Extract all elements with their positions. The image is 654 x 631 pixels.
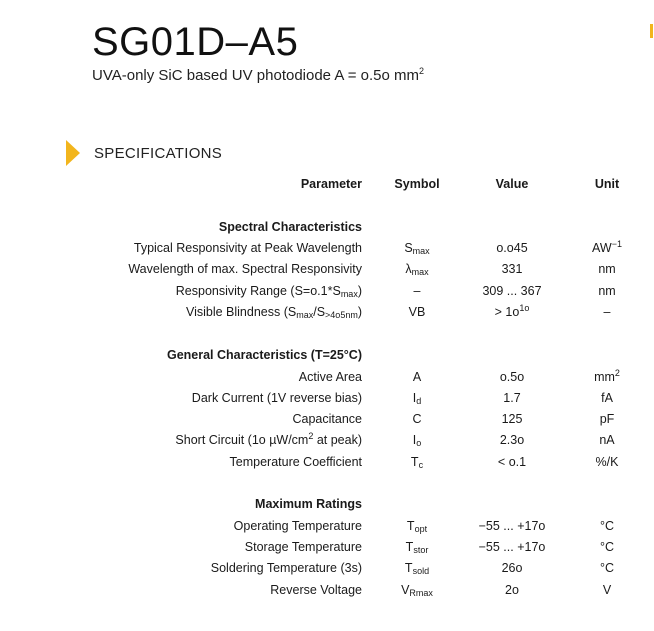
symbol-soldering-temperature: $T_{sold}$ — [404, 561, 430, 576]
value-soldering-temperature: 26o — [501, 561, 523, 575]
param-temperature-coefficient: Temperature Coefficient — [229, 455, 362, 469]
value-visible-blindness: > $1o^{1o}$ — [494, 302, 530, 319]
param-reverse-voltage: Reverse Voltage — [270, 583, 362, 597]
accent-edge-mark — [650, 24, 653, 38]
arrow-right-icon — [66, 140, 80, 166]
symbol-storage-temperature: $T_{stor}$ — [405, 540, 429, 555]
value-capacitance: 125 — [501, 412, 523, 426]
param-operating-temperature: Operating Temperature — [233, 519, 362, 533]
param-responsivity-range: Responsivity Range $(S=o.1*S_{max})$ — [175, 284, 362, 299]
symbol-operating-temperature: $T_{opt}$ — [406, 519, 428, 534]
unit-storage-temperature: °C — [599, 540, 615, 554]
unit-responsivity-range: nm — [598, 284, 616, 298]
unit-soldering-temperature: °C — [599, 561, 615, 575]
param-visible-blindness: Visible Blindness $(S_{max}/S_{>4o5nm})$ — [185, 305, 362, 320]
value-operating-temperature: −55 ... +17o — [478, 519, 546, 533]
symbol-dark-current: $I_d$ — [412, 391, 422, 406]
unit-temperature-coefficient: %/K — [595, 455, 619, 469]
param-storage-temperature: Storage Temperature — [244, 540, 362, 554]
group-spectral-characteristics: Spectral Characteristics — [218, 220, 362, 234]
param-soldering-temperature: Soldering Temperature (3s) — [210, 561, 362, 575]
param-capacitance: Capacitance — [292, 412, 362, 426]
param-dark-current: Dark Current (1V reverse bias) — [191, 391, 362, 405]
symbol-capacitance: C — [412, 412, 422, 426]
symbol-wavelength-max: $\lambda_{max}$ — [405, 262, 429, 277]
unit-capacitance: pF — [599, 412, 615, 426]
value-temperature-coefficient: < o.1 — [497, 455, 527, 469]
value-responsivity-range: 309 ... 367 — [482, 284, 542, 298]
header-unit: Unit — [594, 177, 620, 191]
header-parameter: Parameter — [300, 177, 362, 191]
param-active-area: Active Area — [298, 370, 362, 384]
symbol-visible-blindness: VB — [408, 305, 426, 319]
unit-visible-blindness: – — [603, 305, 611, 319]
unit-reverse-voltage: V — [602, 583, 612, 597]
header-value: Value — [495, 177, 529, 191]
unit-dark-current: fA — [601, 391, 613, 405]
param-typical-responsivity: Typical Responsivity at Peak Wavelength — [133, 241, 362, 255]
symbol-typical-responsivity: $S_{max}$ — [404, 241, 430, 256]
unit-typical-responsivity: $AW^{-1}$ — [592, 238, 622, 255]
unit-wavelength-max: nm — [598, 262, 616, 276]
section-heading: SPECIFICATIONS — [94, 145, 223, 162]
page-subtitle: UVA-only SiC based UV photodiode A = o.5o $mm^2$ — [92, 66, 425, 84]
value-active-area: o.5o — [499, 370, 525, 384]
group-general-characteristics: General Characteristics (T=25°C) — [166, 348, 362, 362]
param-wavelength-max: Wavelength of max. Spectral Responsivity — [128, 262, 362, 276]
page-title: SG01D–A5 — [92, 20, 299, 64]
value-reverse-voltage: 2o — [505, 583, 519, 597]
symbol-temperature-coefficient: $T_c$ — [410, 455, 424, 470]
group-maximum-ratings: Maximum Ratings — [255, 497, 362, 511]
param-short-circuit: Short Circuit (1o $\mu W/cm^2$ at peak) — [175, 430, 362, 447]
value-short-circuit: 2.3o — [499, 433, 525, 447]
unit-active-area: $mm^2$ — [594, 367, 620, 384]
value-typical-responsivity: o.o45 — [496, 241, 528, 255]
unit-short-circuit: nA — [599, 433, 615, 447]
symbol-short-circuit: $I_o$ — [412, 433, 422, 448]
symbol-reverse-voltage: $V_{Rmax}$ — [401, 583, 433, 598]
value-storage-temperature: −55 ... +17o — [478, 540, 546, 554]
header-symbol: Symbol — [394, 177, 440, 191]
symbol-responsivity-range: – — [413, 284, 421, 298]
symbol-active-area: A — [412, 370, 422, 384]
unit-operating-temperature: °C — [599, 519, 615, 533]
value-dark-current: 1.7 — [503, 391, 521, 405]
value-wavelength-max: 331 — [501, 262, 523, 276]
